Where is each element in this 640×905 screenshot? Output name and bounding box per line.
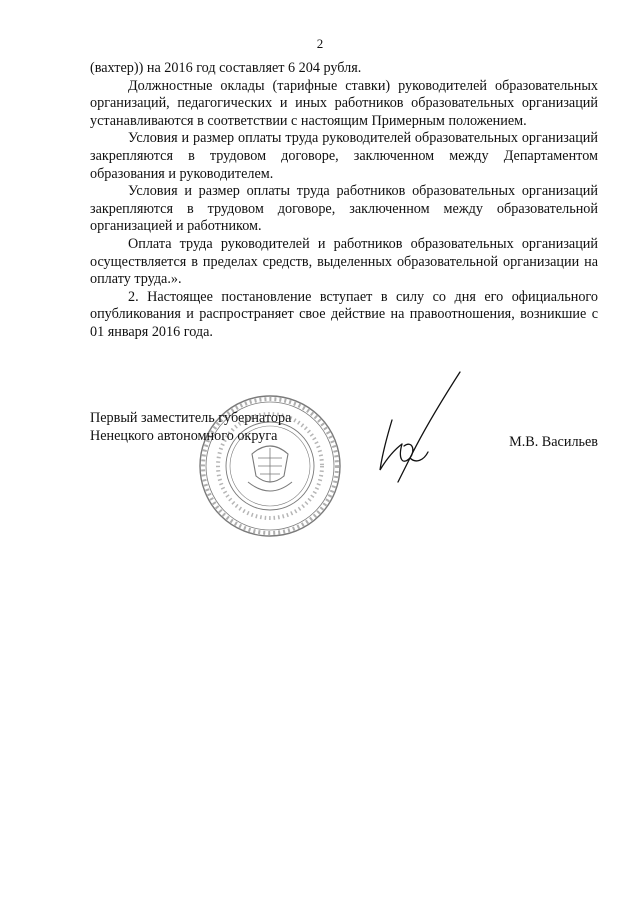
paragraph-heads-conditions: Условия и размер оплаты труда руководителей образовательных организаций закрепляются в трудовом договоре, заключенном между Департаментом образования и руководителем. <box>90 130 598 182</box>
page-number: 2 <box>316 36 324 51</box>
signatory-title-line2: Ненецкого автономного округа <box>90 427 278 444</box>
paragraph-payment-funds: Оплата труда руководителей и работников образовательных организаций осуществляется в пределах средств, выделенных образовательной организации на оплату труда.». <box>90 235 598 288</box>
paragraph-continuation: (вахтер)) на 2016 год составляет 6 204 рубля. <box>90 60 362 76</box>
signatory-name: М.В. Васильев <box>509 434 598 450</box>
paragraph-effective-date: 2. Настоящее постановление вступает в силу со дня его официального опубликования и распространяет свое действие на правоотношения, возникшие с 01 января 2016 года. <box>90 288 598 340</box>
signature-block <box>90 410 600 450</box>
paragraph-salaries: Должностные оклады (тарифные ставки) руководителей образовательных организаций, педагогических и иных работников образовательных организаций устанавливаются в соответствии с настоящим Примерным положением. <box>90 77 598 129</box>
signatory-title-line1: Первый заместитель губернатора <box>90 410 292 426</box>
paragraph-workers-conditions: Условия и размер оплаты труда работников образовательных организаций закрепляются в трудовом договоре, заключенном между образовательной организацией и работником. <box>90 183 598 235</box>
handwritten-signature-icon <box>372 370 462 490</box>
document-body <box>90 60 598 342</box>
